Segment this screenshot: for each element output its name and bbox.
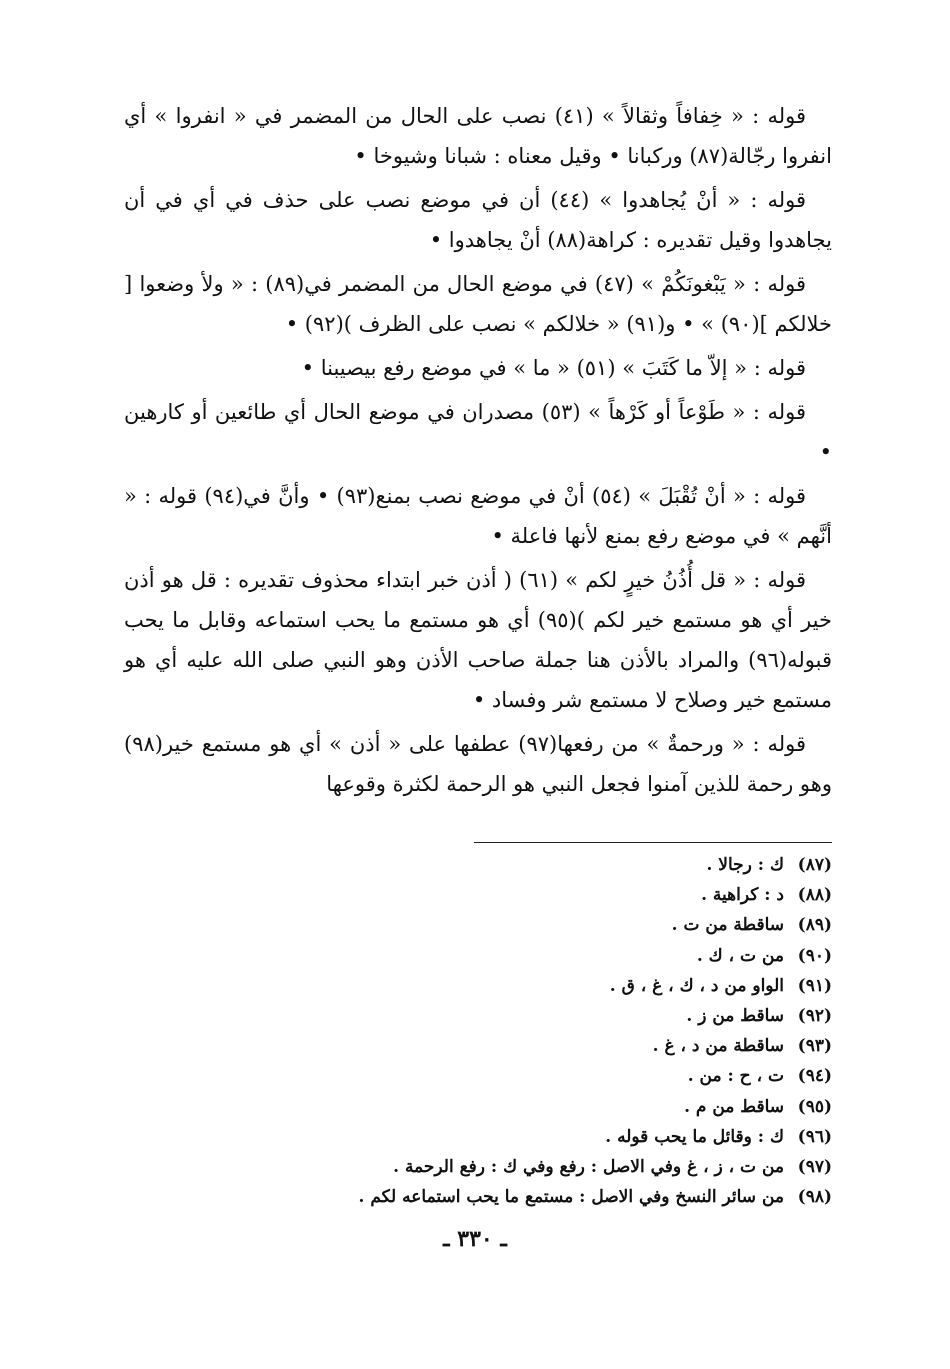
footnote-text: د : كراهية . (701, 885, 784, 906)
footnote-divider (474, 842, 832, 843)
footnote-text: الواو من د ، ك ، غ ، ق . (609, 975, 784, 996)
footnote-text: ساقطة من د ، غ . (652, 1036, 784, 1057)
footnote-text: ساقط من م . (684, 1096, 784, 1117)
footnote (124, 1152, 832, 1182)
footnote-text: ساقط من ز . (686, 1006, 784, 1027)
footnote-text: ك : وقائل ما يحب قوله . (605, 1126, 784, 1147)
footnote (124, 1092, 832, 1122)
main-text (124, 96, 832, 808)
footnote-number: (٩٦) (797, 1126, 832, 1147)
footnote-number: (٩١) (797, 975, 832, 996)
footnote (124, 1061, 832, 1091)
footnote-number: (٩٢) (797, 1006, 832, 1027)
footnote (124, 941, 832, 971)
footnote (124, 850, 832, 880)
footnote (124, 1122, 832, 1152)
footnote (124, 1001, 832, 1031)
paragraph: قوله : « يَبْغونَكُمْ » (٤٧) في موضع الحال من المضمر في(٨٩) : « ولأ وضعوا [ خلالكم ](٩٠) » • و(٩١) « خلالكم » نصب على الظرف )(٩٢) • (124, 272, 832, 336)
footnote-text: ت ، ح : من . (687, 1066, 784, 1087)
paragraph: قوله : « خِفافاً وثقالاً » (٤١) نصب على الحال من المضمر في « انفروا » أي انفروا رجّالة(٨٧) وركبانا • وقيل معناه : شبانا وشيوخا • (124, 104, 832, 168)
footnote (124, 1182, 832, 1212)
paragraph: قوله : « قل أُذُنُ خيرٍ لكم » (٦١) ( أذن خبر ابتداء محذوف تقديره : قل هو أذن خير أي هو مستمع خير لكم )(٩٥) أي هو مستمع ما يحب استماعه وقابل ما يحب قبوله(٩٦) والمراد بالأذن هنا جملة صاحب الأذن وهو النبي صلى الله عليه أي هو مستمع خير وصلاح لا مستمع شر وفساد • (124, 568, 832, 712)
footnote (124, 1031, 832, 1061)
footnote-text: من ت ، ك . (696, 945, 784, 966)
footnote-number: (٨٨) (797, 885, 832, 906)
footnote-number: (٩٥) (797, 1096, 832, 1117)
footnote-number: (٨٩) (797, 915, 832, 936)
footnote-text: ساقطة من ت . (671, 915, 784, 936)
footnote-number: (٩٧) (797, 1157, 832, 1178)
footnote-number: (٩٨) (797, 1187, 832, 1208)
footnotes-list (124, 850, 832, 1212)
footnote (124, 910, 832, 940)
footnote-number: (٩٤) (797, 1066, 832, 1087)
footnote-text: من سائر النسخ وفي الاصل : مستمع ما يحب استماعه لكم . (358, 1187, 784, 1208)
paragraph: قوله : « إلاّ ما كَتَبَ » (٥١) « ما » في موضع رفع بيصيبنا • (301, 356, 806, 380)
footnote-text: من ت ، ز ، غ وفي الاصل : رفع وفي ك : رفع الرحمة . (393, 1157, 784, 1178)
footnote-number: (٩٣) (797, 1036, 832, 1057)
page-number: ـ ٣٣٠ ـ (443, 1226, 507, 1252)
footnote (124, 971, 832, 1001)
paragraph: قوله : « أنْ يُجاهدوا » (٤٤) أن في موضع نصب على حذف في أي في أن يجاهدوا وقيل تقديره : كراهة(٨٨) أنْ يجاهدوا • (124, 188, 832, 252)
footnote-number: (٨٧) (797, 855, 832, 875)
footnote-number: (٩٠) (797, 945, 832, 966)
footnote-text: ك : رجالا . (706, 855, 784, 875)
paragraph: قوله : « طَوْعاً أو كَرْهاً » (٥٣) مصدران في موضع الحال أي طائعين أو كارهين • (124, 400, 832, 464)
paragraph: قوله : « ورحمةٌ » من رفعها(٩٧) عطفها على « أذن » أي هو مستمع خير(٩٨) وهو رحمة للذين آمنوا فجعل النبي هو الرحمة لكثرة وقوعها (124, 732, 832, 796)
footnote (124, 880, 832, 910)
paragraph: قوله : « أنْ تُقْبَلَ » (٥٤) أنْ في موضع نصب بمنع(٩٣) • وأنَّ في(٩٤) قوله : « أنَّهم » في موضع رفع بمنع لأنها فاعلة • (124, 484, 832, 548)
